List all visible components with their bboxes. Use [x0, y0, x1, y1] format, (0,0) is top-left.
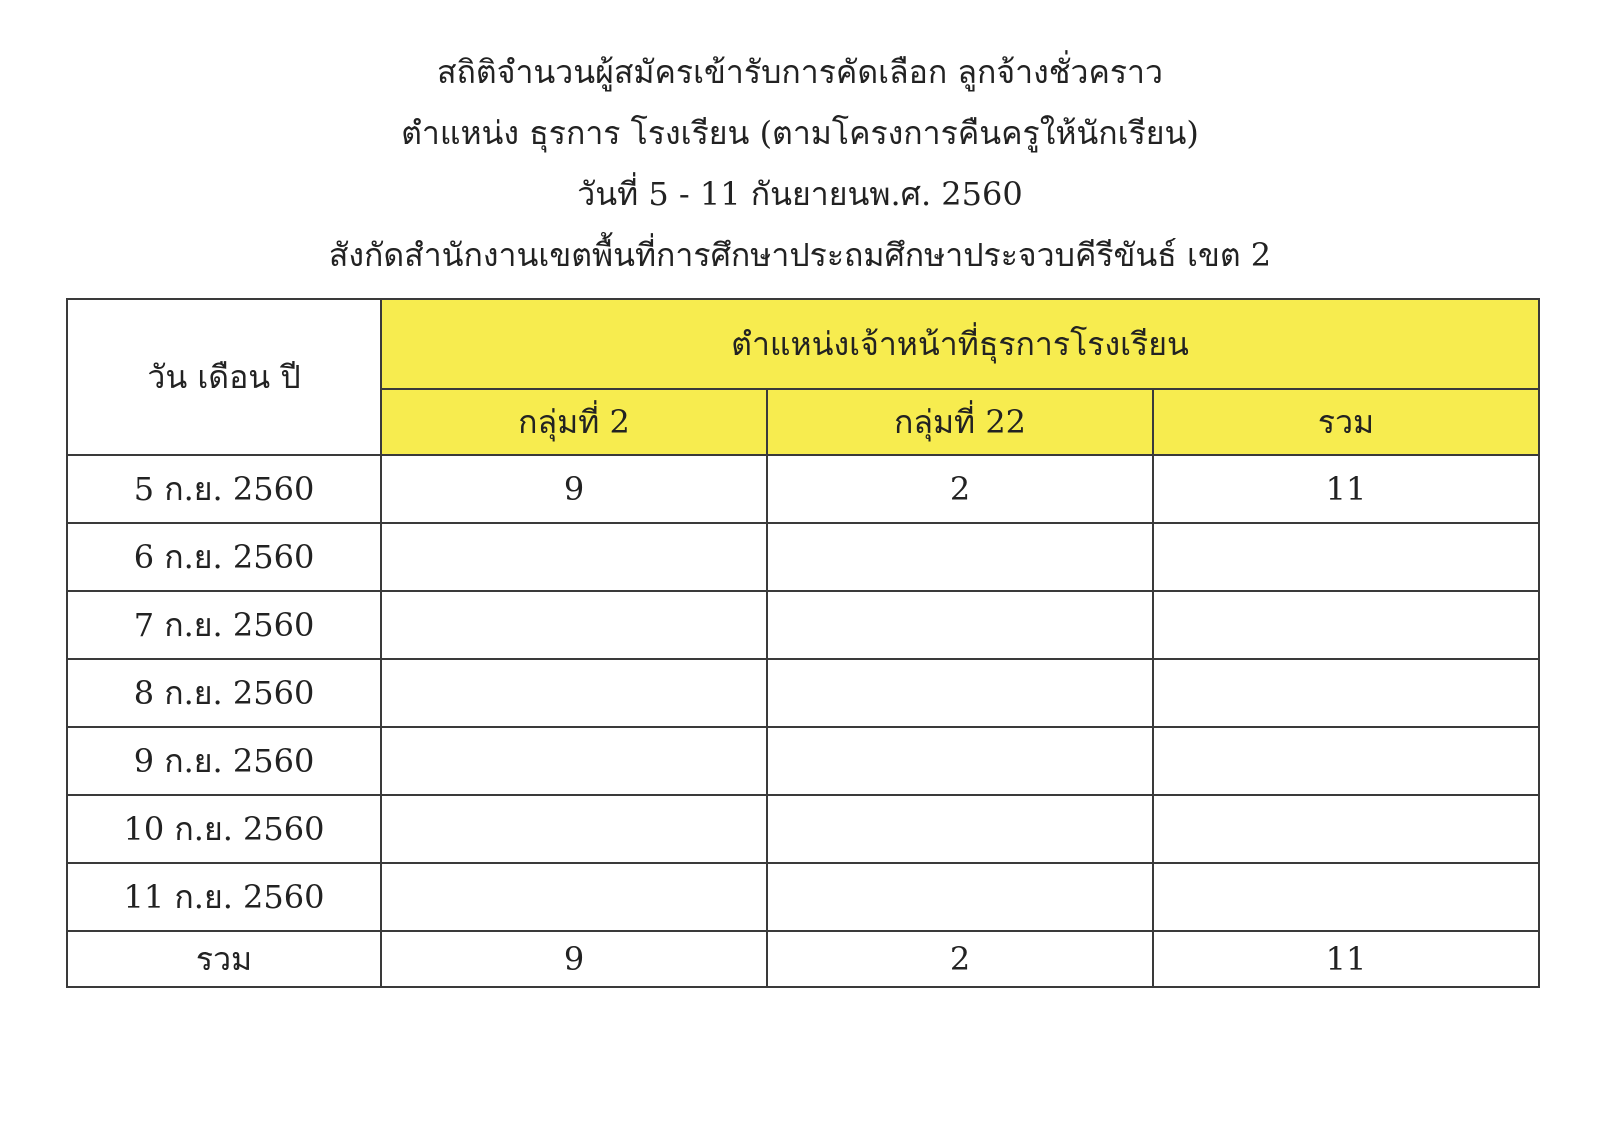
group-22-cell [767, 659, 1153, 727]
group-22-cell [767, 727, 1153, 795]
group-22-cell: 2 [767, 455, 1153, 523]
group-22-cell [767, 795, 1153, 863]
table-row [67, 863, 1539, 931]
date-cell: 11 ก.ย. 2560 [67, 863, 381, 931]
date-cell: 5 ก.ย. 2560 [67, 455, 381, 523]
group-22-cell [767, 863, 1153, 931]
total-cell [1153, 795, 1539, 863]
group-22-header: กลุ่มที่ 22 [767, 389, 1153, 455]
group-2-cell: 9 [381, 455, 767, 523]
date-cell: 10 ก.ย. 2560 [67, 795, 381, 863]
date-column-header: วัน เดือน ปี [67, 299, 381, 455]
group-2-cell [381, 727, 767, 795]
heading-date-range: วันที่ 5 - 11 กันยายนพ.ศ. 2560 [577, 175, 1023, 213]
total-cell: 11 [1153, 455, 1539, 523]
grand-total-cell: 11 [1153, 931, 1539, 987]
heading-position: ตำแหน่ง ธุรการ โรงเรียน (ตามโครงการคืนครูให้นักเรียน) [401, 114, 1199, 152]
total-cell [1153, 727, 1539, 795]
date-cell: 8 ก.ย. 2560 [67, 659, 381, 727]
group-2-cell [381, 863, 767, 931]
group-2-cell [381, 523, 767, 591]
group-22-cell [767, 591, 1153, 659]
group-2-header: กลุ่มที่ 2 [381, 389, 767, 455]
grand-total-row [67, 931, 1539, 987]
group-22-total-cell: 2 [767, 931, 1153, 987]
table-row [67, 795, 1539, 863]
total-column-header: รวม [1153, 389, 1539, 455]
group-2-cell [381, 659, 767, 727]
table-row [67, 523, 1539, 591]
total-cell [1153, 523, 1539, 591]
total-cell [1153, 863, 1539, 931]
table-row [67, 727, 1539, 795]
table-row [67, 591, 1539, 659]
group-2-total-cell: 9 [381, 931, 767, 987]
date-cell: 6 ก.ย. 2560 [67, 523, 381, 591]
heading-office: สังกัดสำนักงานเขตพื้นที่การศึกษาประถมศึกษาประจวบคีรีขันธ์ เขต 2 [328, 236, 1272, 274]
date-cell: 7 ก.ย. 2560 [67, 591, 381, 659]
document-heading [0, 42, 1600, 286]
table-row [67, 659, 1539, 727]
heading-title: สถิติจำนวนผู้สมัครเข้ารับการคัดเลือก ลูกจ้างชั่วคราว [437, 53, 1163, 91]
applicant-stats-table [66, 298, 1540, 988]
date-cell: 9 ก.ย. 2560 [67, 727, 381, 795]
total-row-label: รวม [67, 931, 381, 987]
total-cell [1153, 591, 1539, 659]
group-2-cell [381, 591, 767, 659]
position-header: ตำแหน่งเจ้าหน้าที่ธุรการโรงเรียน [381, 299, 1539, 389]
group-2-cell [381, 795, 767, 863]
total-cell [1153, 659, 1539, 727]
group-22-cell [767, 523, 1153, 591]
table-row [67, 455, 1539, 523]
